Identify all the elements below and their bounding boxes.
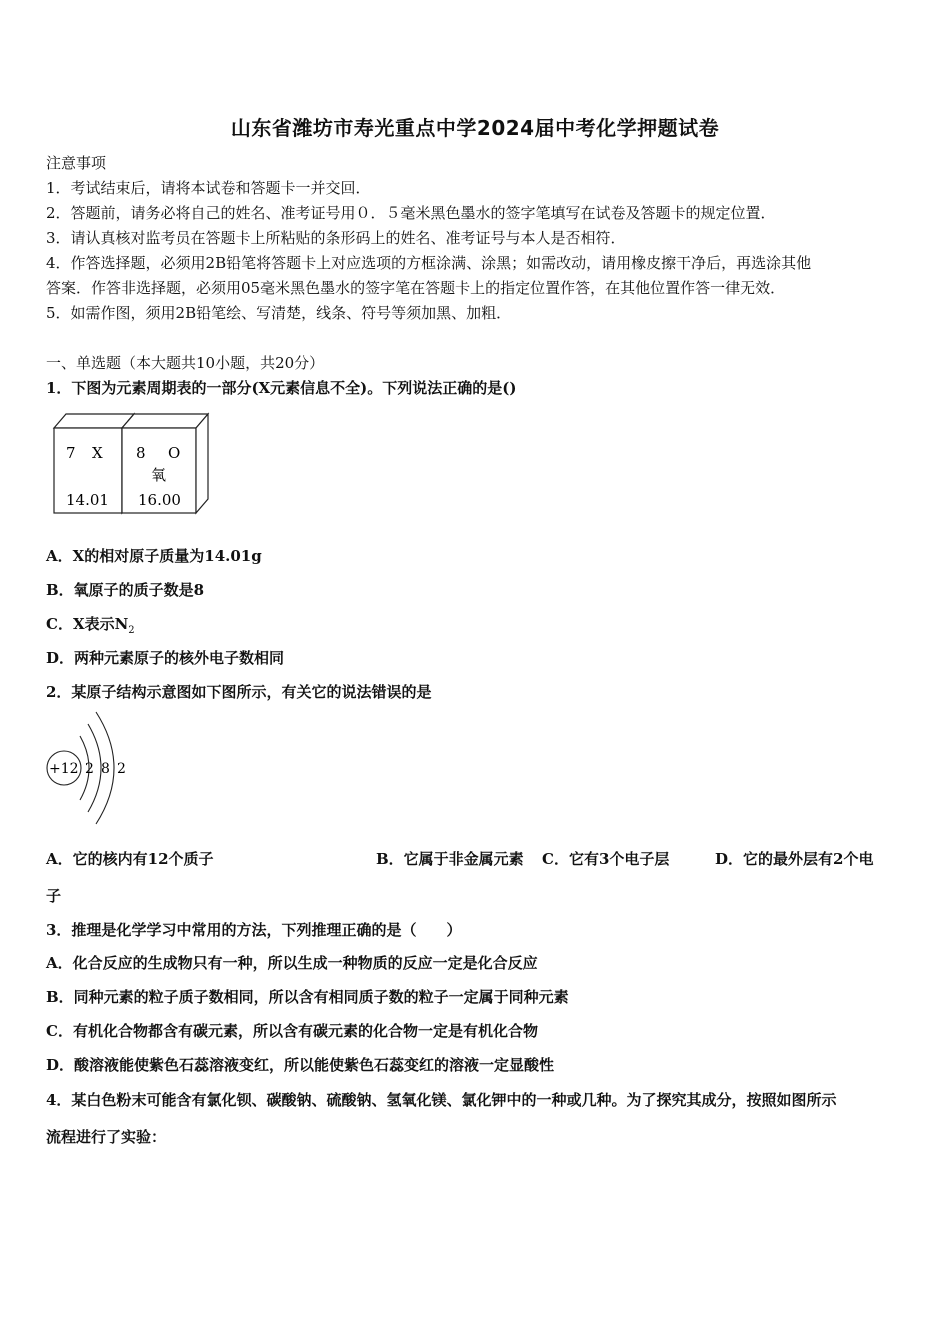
q1-option-b: B．氧原子的质子数是8 [46, 581, 205, 599]
q2-option-a: A．它的核内有12个质子 [46, 850, 214, 868]
q3-option-c: C．有机化合物都含有碳元素，所以含有碳元素的化合物一定是有机化合物 [46, 1022, 538, 1040]
q1-option-c-subscript: 2 [128, 625, 135, 636]
q2-option-d-wrap: 子 [46, 887, 62, 905]
atom-structure-diagram [44, 706, 144, 826]
q4-stem: 4．某白色粉末可能含有氯化钡、碳酸钠、硫酸钠、氢氧化镁、氯化钾中的一种或几种。为了探究其成分，按照如图所示 [46, 1091, 837, 1109]
notice-heading: 注意事项 [46, 154, 107, 172]
notice-line-4: 4．作答选择题，必须用2B铅笔将答题卡上对应选项的方框涂满、涂黑；如需改动，请用橡皮擦干净后，再选涂其他 [46, 254, 812, 272]
q3-option-d: D．酸溶液能使紫色石蕊溶液变红，所以能使紫色石蕊变红的溶液一定显酸性 [46, 1056, 555, 1074]
q1-option-c [46, 613, 135, 636]
notice-line-6: 5．如需作图，须用2B铅笔绘、写清楚，线条、符号等须加黑、加粗． [46, 304, 512, 322]
nucleus-charge: +12 [49, 761, 79, 777]
q3-option-a: A．化合反应的生成物只有一种，所以生成一种物质的反应一定是化合反应 [46, 954, 538, 972]
shell-3-count: 2 [117, 761, 126, 777]
exam-title: 山东省潍坊市寿光重点中学2024届中考化学押题试卷 [230, 116, 720, 140]
q2-stem: 2．某原子结构示意图如下图所示，有关它的说法错误的是 [46, 683, 432, 701]
shell-2-count: 8 [101, 761, 110, 777]
q1-option-d: D．两种元素原子的核外电子数相同 [46, 649, 285, 667]
element-cell-o [122, 414, 208, 513]
section-heading: 一、单选题（本大题共10小题，共20分） [46, 354, 325, 372]
q4-stem-wrap: 流程进行了实验： [46, 1128, 167, 1146]
q1-option-a: A．X的相对原子质量为14.01g [46, 547, 262, 565]
q2-option-c: C．它有3个电子层 [542, 850, 670, 868]
q2-option-b: B．它属于非金属元素 [376, 850, 524, 868]
cell-o-number: 8 [136, 444, 146, 462]
shell-1-count: 2 [85, 761, 94, 777]
q1-stem: 1．下图为元素周期表的一部分(X元素信息不全)。下列说法正确的是() [46, 379, 517, 397]
cell-x-mass: 14.01 [66, 491, 109, 509]
q2-option-d: D．它的最外层有2个电 [715, 850, 874, 868]
periodic-table-cells [50, 410, 215, 520]
notice-line-2: 2．答题前，请务必将自己的姓名、准考证号用０．５毫米黑色墨水的签字笔填写在试卷及答题卡的规定位置． [46, 204, 776, 222]
cell-x-number: 7 [66, 444, 76, 462]
cell-o-mass: 16.00 [138, 491, 181, 509]
notice-line-1: 1．考试结束后，请将本试卷和答题卡一并交回． [46, 179, 371, 197]
cell-x-symbol: X [92, 444, 103, 462]
q3-stem: 3．推理是化学学习中常用的方法，下列推理正确的是（ ） [46, 921, 462, 939]
q1-option-c-text: C．X表示N [46, 615, 129, 633]
cell-o-name: 氧 [151, 466, 167, 484]
notice-line-3: 3．请认真核对监考员在答题卡上所粘贴的条形码上的姓名、准考证号与本人是否相符． [46, 229, 626, 247]
q3-option-b: B．同种元素的粒子质子数相同，所以含有相同质子数的粒子一定属于同种元素 [46, 988, 569, 1006]
notice-line-5: 答案．作答非选择题，必须用05毫米黑色墨水的签字笔在答题卡上的指定位置作答，在其他位置作答一律无效． [46, 279, 786, 297]
cell-o-symbol: O [168, 444, 181, 462]
